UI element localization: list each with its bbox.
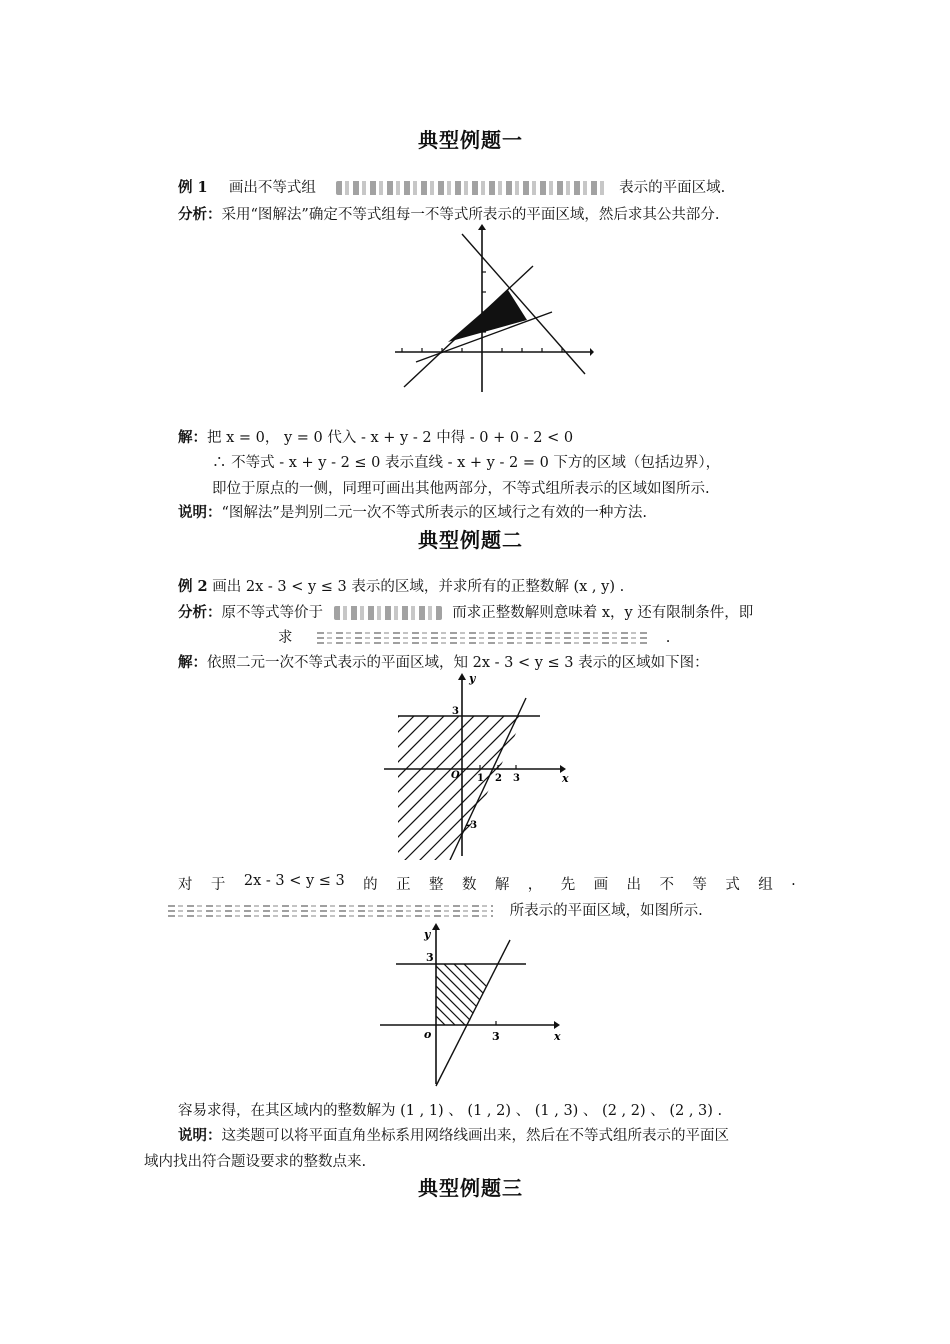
para-char: 对 <box>178 877 193 893</box>
y-arrow-icon <box>432 923 440 930</box>
section3-title: 典型例题三 <box>418 1176 523 1200</box>
para-char: 的 <box>363 877 378 893</box>
analysis2-qiu: 求 <box>278 630 293 646</box>
spaced-paragraph-line <box>178 873 796 894</box>
spaced-paragraph-line2 <box>168 899 703 920</box>
para-char: 于 <box>210 877 226 893</box>
x-arrow-icon <box>590 348 594 356</box>
solution2-label: 解： <box>178 654 207 671</box>
note2-text1: 这类题可以将平面直角坐标系用网络线画出来，然后在不等式组所表示的平面区 <box>221 1128 729 1144</box>
y-arrow-icon <box>478 224 486 230</box>
para-char: 整 <box>429 877 444 893</box>
note1-text: “图解法”是判别二元一次不等式所表示的区域行之有效的一种方法. <box>221 505 647 521</box>
example2-integer-region-graph <box>378 918 568 1088</box>
example1-text-end: 表示的平面区域. <box>619 180 726 196</box>
graph2b-origin: o <box>424 1028 432 1041</box>
analysis1-label: 分析： <box>178 206 222 223</box>
example2-label: 例 2 <box>178 578 208 595</box>
analysis1-text: 采用“图解法”确定不等式组每一不等式所表示的平面区域，然后求其公共部分. <box>221 207 720 223</box>
graph2b-x-label: x <box>554 1030 561 1043</box>
hatched-triangle <box>378 958 528 1028</box>
para-char: 组 <box>758 877 773 893</box>
y-arrow-icon <box>458 673 466 680</box>
example1-region-graph <box>390 222 600 397</box>
graph2a-y-label: y <box>469 672 476 685</box>
solution1-label: 解： <box>178 429 207 446</box>
analysis2-period: . <box>665 630 671 646</box>
analysis2-label: 分析： <box>178 604 222 621</box>
para-inequality: 2x - 3 < y ≤ 3 <box>243 873 345 889</box>
graph2b-tick-y3: 3 <box>426 951 434 964</box>
para-char: . <box>791 873 796 889</box>
blurred-equivalent-system <box>334 606 442 620</box>
analysis2-text-end: 而求正整数解则意味着 x，y 还有限制条件，即 <box>452 605 754 621</box>
line-y-equals-2x-minus-3 <box>436 940 510 1086</box>
example1-line <box>178 176 725 197</box>
boundary-line-3 <box>462 234 585 374</box>
note2-label: 说明： <box>178 1127 222 1144</box>
note2-line1 <box>178 1124 729 1145</box>
analysis1-line <box>178 203 719 224</box>
note1-label: 说明： <box>178 504 222 521</box>
para-char: 数 <box>461 877 477 893</box>
graph2a-origin: O <box>451 770 460 781</box>
para-char: 式 <box>725 877 740 893</box>
section2-title: 典型例题二 <box>418 528 523 552</box>
blurred-integer-system <box>317 629 647 647</box>
para-char: 先 <box>560 877 576 893</box>
example2-text: 画出 2x - 3 < y ≤ 3 表示的区域，并求所有的正整数解 (x , y) . <box>212 579 625 595</box>
para-char: 不 <box>659 877 674 893</box>
graph2b-tick-x3: 3 <box>492 1030 500 1043</box>
example2-line <box>178 575 624 596</box>
section1-title: 典型例题一 <box>418 128 523 152</box>
para-b-text: 所表示的平面区域，如图所示. <box>509 903 703 919</box>
analysis2-line2 <box>278 626 670 647</box>
analysis2-text-start: 原不等式等价于 <box>221 605 323 621</box>
para-char: ， <box>527 877 543 893</box>
solution1-line1 <box>178 426 573 447</box>
result-line: 容易求得，在其区域内的整数解为 (1 , 1) 、 (1 , 2) 、 (1 , 3) 、 (2 , 2) 、 (2 , 3) . <box>178 1103 723 1119</box>
solution1-line2: ∴ 不等式 - x + y - 2 ≤ 0 表示直线 - x + y - 2 = 0 下方的区域（包括边界）， <box>212 455 721 471</box>
x-arrow-icon <box>554 1021 560 1029</box>
graph2a-tick-x3: 3 <box>513 773 520 784</box>
solution1-text1: 把 x = 0， y = 0 代入 - x + y - 2 中得 - 0 + 0 - 2 < 0 <box>207 430 574 446</box>
para-char: 等 <box>692 877 707 893</box>
example2-region-graph <box>380 670 580 860</box>
blurred-inequality-system <box>336 181 606 195</box>
solution2-text: 依照二元一次不等式表示的平面区域，知 2x - 3 < y ≤ 3 表示的区域如下图： <box>207 655 709 671</box>
para-char: 画 <box>593 877 609 893</box>
note1-line <box>178 501 647 522</box>
feasible-region <box>448 290 527 342</box>
graph2a-x-label: x <box>562 772 569 785</box>
example1-text-start: 画出不等式组 <box>228 180 316 196</box>
graph2a-tick-y3: 3 <box>452 706 459 717</box>
analysis2-line <box>178 601 753 622</box>
graph2a-tick-yneg3: -3 <box>466 820 478 831</box>
para-char: 正 <box>396 877 411 893</box>
para-char: 出 <box>626 877 642 893</box>
para-char: 解 <box>494 877 510 893</box>
graph2a-tick-x1: 1 <box>477 773 484 784</box>
note2-line2: 域内找出符合题设要求的整数点来. <box>144 1154 367 1170</box>
example1-label: 例 1 <box>178 179 208 196</box>
graph2a-tick-x2: 2 <box>495 773 502 784</box>
solution1-line3: 即位于原点的一侧，同理可画出其他两部分，不等式组所表示的区域如图所示. <box>212 481 710 497</box>
solution2-line <box>178 651 709 672</box>
graph2b-y-label: y <box>424 928 431 941</box>
